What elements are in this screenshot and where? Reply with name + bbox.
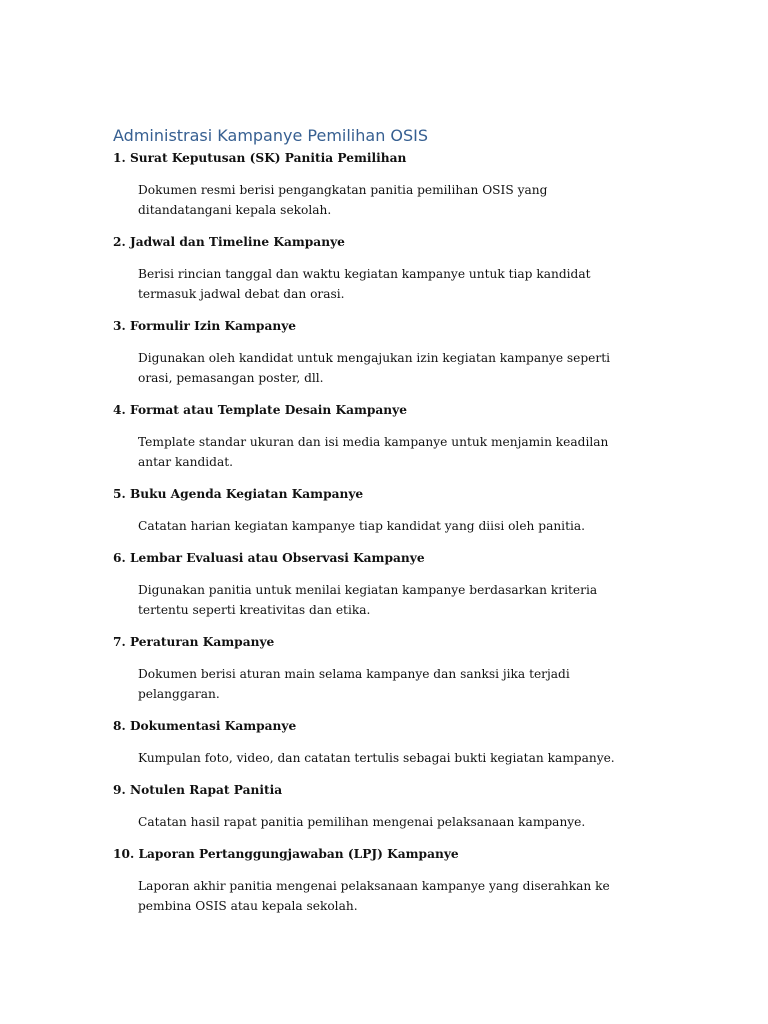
section-heading: 8. Dokumentasi Kampanye <box>113 719 297 733</box>
section-heading: 10. Laporan Pertanggungjawaban (LPJ) Kampanye <box>113 847 459 861</box>
document-title: Administrasi Kampanye Pemilihan OSIS <box>113 126 429 145</box>
section-5 <box>113 484 653 536</box>
section-heading: 7. Peraturan Kampanye <box>113 635 275 649</box>
section-1 <box>113 148 653 220</box>
section-heading: 5. Buku Agenda Kegiatan Kampanye <box>113 487 364 501</box>
section-body: Dokumen resmi berisi pengangkatan panitia pemilihan OSIS yang ditandatangani kepala sekolah. <box>138 183 548 217</box>
section-3 <box>113 316 653 388</box>
section-heading: 3. Formulir Izin Kampanye <box>113 319 297 333</box>
section-body: Catatan hasil rapat panitia pemilihan mengenai pelaksanaan kampanye. <box>138 815 586 829</box>
section-heading: 6. Lembar Evaluasi atau Observasi Kampanye <box>113 551 425 565</box>
section-body: Digunakan oleh kandidat untuk mengajukan izin kegiatan kampanye seperti orasi, pemasangan poster, dll. <box>138 351 611 385</box>
section-heading: 4. Format atau Template Desain Kampanye <box>113 403 408 417</box>
section-body: Digunakan panitia untuk menilai kegiatan kampanye berdasarkan kriteria tertentu seperti kreativitas dan etika. <box>138 583 598 617</box>
section-6 <box>113 548 653 620</box>
document-content <box>113 126 653 916</box>
section-body: Laporan akhir panitia mengenai pelaksanaan kampanye yang diserahkan ke pembina OSIS atau kepala sekolah. <box>138 879 610 913</box>
section-7 <box>113 632 653 704</box>
section-body: Template standar ukuran dan isi media kampanye untuk menjamin keadilan antar kandidat. <box>138 435 609 469</box>
section-2 <box>113 232 653 304</box>
section-heading: 2. Jadwal dan Timeline Kampanye <box>113 235 345 249</box>
section-heading: 1. Surat Keputusan (SK) Panitia Pemilihan <box>113 151 407 165</box>
section-body: Kumpulan foto, video, dan catatan tertulis sebagai bukti kegiatan kampanye. <box>138 751 615 765</box>
section-4 <box>113 400 653 472</box>
section-10 <box>113 844 653 916</box>
section-body: Berisi rincian tanggal dan waktu kegiatan kampanye untuk tiap kandidat termasuk jadwal debat dan orasi. <box>138 267 591 301</box>
section-9 <box>113 780 653 832</box>
section-body: Dokumen berisi aturan main selama kampanye dan sanksi jika terjadi pelanggaran. <box>138 667 570 701</box>
section-8 <box>113 716 653 768</box>
section-heading: 9. Notulen Rapat Panitia <box>113 783 283 797</box>
section-body: Catatan harian kegiatan kampanye tiap kandidat yang diisi oleh panitia. <box>138 519 586 533</box>
